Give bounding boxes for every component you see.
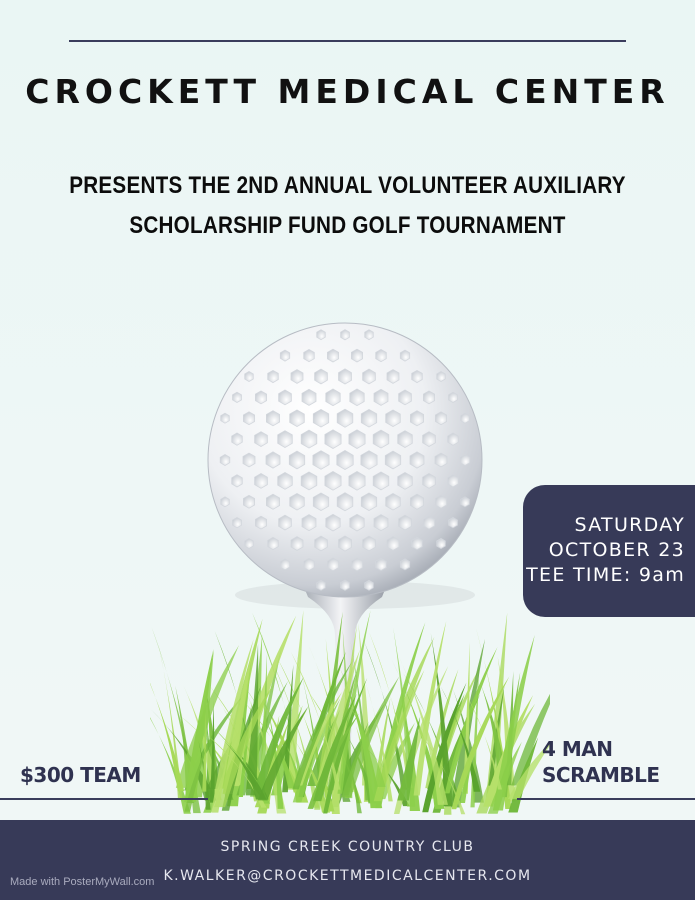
ball-dimple xyxy=(400,350,409,361)
watermark: Made with PosterMyWall.com xyxy=(10,876,155,888)
ball-dimple xyxy=(365,330,374,340)
ball-dimple xyxy=(387,370,399,384)
ball-dimple xyxy=(374,515,388,531)
tee-time: TEE TIME: 9am xyxy=(526,564,685,586)
ball-dimple xyxy=(280,559,289,570)
ball-dimple xyxy=(304,558,315,570)
ball-dimple xyxy=(351,349,362,362)
ball-dimple xyxy=(341,330,350,340)
ball-dimple xyxy=(339,536,352,551)
ball-dimple xyxy=(400,559,409,570)
ball-dimple xyxy=(435,495,446,508)
ball-dimple xyxy=(435,453,447,467)
ball-dimple xyxy=(301,472,317,490)
format-line-1: 4 MAN xyxy=(542,737,613,761)
ball-dimple xyxy=(233,518,242,528)
ball-dimple xyxy=(315,536,328,551)
subtitle-line-1: PRESENTS THE 2ND ANNUAL VOLUNTEER AUXILIARY xyxy=(69,172,626,199)
ball-dimple xyxy=(373,430,389,448)
ball-dimple xyxy=(398,431,413,448)
ball-dimple xyxy=(255,391,266,404)
ball-dimple xyxy=(361,493,376,511)
golf-ball-on-tee-icon xyxy=(150,315,550,825)
ball-dimple xyxy=(290,493,305,510)
ball-dimple xyxy=(339,369,352,384)
ball-dimple xyxy=(255,474,268,489)
ball-dimple xyxy=(423,516,434,529)
organization-title: CROCKETT MEDICAL CENTER xyxy=(25,72,670,111)
ball-dimple xyxy=(290,410,305,427)
ball-dimple xyxy=(243,453,255,467)
ball-dimple xyxy=(232,433,243,445)
ball-dimple xyxy=(304,350,315,362)
ball-dimple xyxy=(315,369,328,384)
ball-dimple xyxy=(448,475,459,487)
ball-dimple xyxy=(361,451,377,470)
ball-dimple xyxy=(301,430,317,448)
event-day: SATURDAY xyxy=(574,514,685,536)
ball-dimple xyxy=(460,455,470,466)
ball-dimple xyxy=(233,392,242,402)
team-price: $300 TEAM xyxy=(20,763,141,787)
ball-dimple xyxy=(268,370,279,382)
ball-dimple xyxy=(313,493,328,511)
ball-dimple xyxy=(232,475,243,487)
ball-dimple xyxy=(461,413,470,423)
ball-dimple xyxy=(317,580,326,590)
ball-dimple xyxy=(313,409,328,427)
ball-dimple xyxy=(412,370,423,382)
ball-dimple xyxy=(313,451,329,470)
ball-dimple xyxy=(279,390,292,405)
ball-dimple xyxy=(291,370,303,384)
ball-dimple xyxy=(435,412,446,425)
format-underline xyxy=(517,798,695,800)
ball-dimple xyxy=(437,372,446,382)
ball-dimple xyxy=(255,432,268,447)
ball-dimple xyxy=(363,369,376,384)
ball-dimple xyxy=(399,515,412,530)
footer-bar xyxy=(0,820,695,900)
venue-name: SPRING CREEK COUNTRY CLUB xyxy=(220,839,475,855)
ball-dimple xyxy=(279,515,292,530)
ball-dimple xyxy=(243,495,254,508)
event-subtitle xyxy=(49,166,647,246)
ball-dimple xyxy=(350,514,364,531)
price-underline xyxy=(0,798,208,800)
ball-dimple xyxy=(376,350,387,362)
ball-dimple xyxy=(266,494,279,509)
ball-dimple xyxy=(412,537,423,549)
event-date: OCTOBER 23 xyxy=(548,539,685,561)
ball-dimple xyxy=(266,452,280,468)
ball-dimple xyxy=(448,433,459,445)
ball-dimple xyxy=(387,537,399,551)
ball-dimple xyxy=(399,390,412,405)
ball-dimple xyxy=(327,349,338,362)
ball-dimple xyxy=(302,389,316,405)
ball-dimple xyxy=(255,516,266,529)
ball-dimple xyxy=(423,474,436,489)
ball-dimple xyxy=(373,472,389,490)
format-line-2: SCRAMBLE xyxy=(542,763,660,787)
ball-dimple xyxy=(449,392,458,402)
subtitle-line-2: SCHOLARSHIP FUND GOLF TOURNAMENT xyxy=(129,212,566,239)
ball-dimple xyxy=(365,580,374,590)
ball-dimple xyxy=(461,497,470,507)
ball-dimple xyxy=(327,558,338,571)
ball-dimple xyxy=(278,431,293,448)
ball-dimple xyxy=(221,413,230,423)
ball-dimple xyxy=(386,410,401,427)
ball-dimple xyxy=(266,411,279,426)
ball-dimple xyxy=(341,580,350,590)
ball-dimple xyxy=(221,497,230,507)
ball-dimple xyxy=(374,389,388,405)
ball-dimple xyxy=(245,372,254,382)
ball-dimple xyxy=(291,537,303,551)
contact-email: K.WALKER@CROCKETTMEDICALCENTER.COM xyxy=(163,868,532,884)
ball-dimple xyxy=(363,536,376,551)
ball-dimple xyxy=(302,515,316,531)
ball-dimple xyxy=(410,452,424,468)
ball-dimple xyxy=(423,391,434,404)
ball-dimple xyxy=(410,411,423,426)
ball-dimple xyxy=(317,330,326,340)
ball-dimple xyxy=(268,537,279,549)
event-date-box xyxy=(523,485,695,617)
ball-dimple xyxy=(410,494,423,509)
ball-dimple xyxy=(351,558,362,571)
ball-dimple xyxy=(350,389,364,406)
top-divider xyxy=(69,40,626,42)
ball-dimple xyxy=(326,514,340,531)
ball-dimple xyxy=(245,539,254,549)
ball-dimple xyxy=(361,409,376,427)
ball-dimple xyxy=(423,432,436,447)
ball-dimple xyxy=(398,473,413,490)
ball-dimple xyxy=(449,518,458,528)
ball-dimple xyxy=(386,493,401,510)
tournament-format xyxy=(542,736,660,788)
ball-dimple xyxy=(376,558,387,570)
ball-dimple xyxy=(437,539,446,549)
ball-dimple xyxy=(243,412,254,425)
ball-dimple xyxy=(326,389,340,406)
ball-dimple xyxy=(220,455,230,466)
ball-dimple xyxy=(278,473,293,490)
ball-dimple xyxy=(280,350,289,361)
